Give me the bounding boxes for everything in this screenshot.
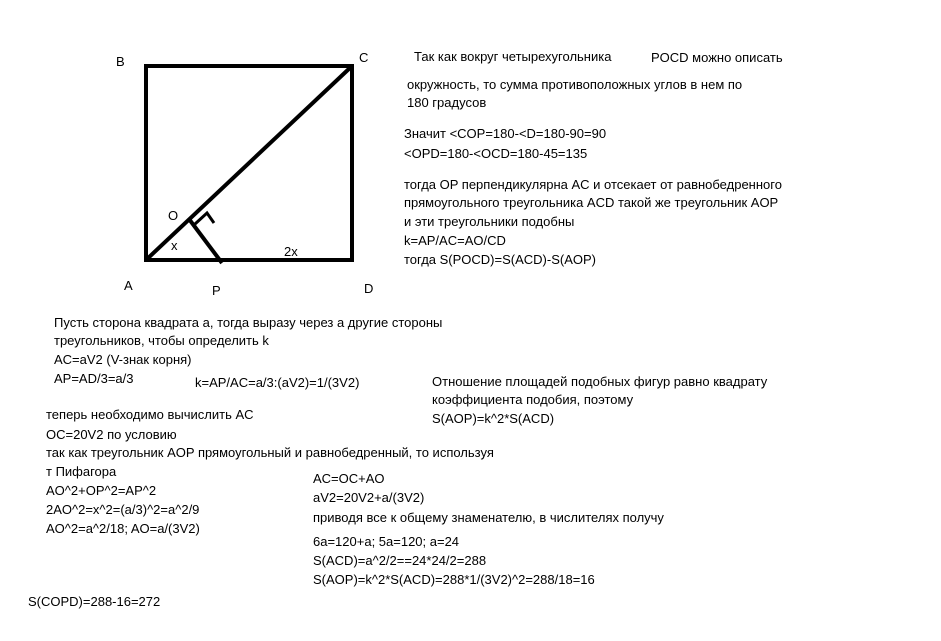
center-calc-line-4: 6a=120+a; 5a=120; a=24 [313, 534, 460, 549]
center-calc-line-6: S(AOP)=k^2*S(ACD)=288*1/(3V2)^2=288/18=16 [313, 572, 595, 587]
label-p: P [212, 283, 221, 298]
center-calc-line-1: AC=OC+AO [313, 471, 385, 486]
center-calc-line-3: приводя все к общему знаменателю, в числителях получу [313, 510, 664, 525]
right-note-line-4: Значит <COP=180-<D=180-90=90 [404, 126, 607, 141]
label-a: A [124, 278, 133, 293]
diagonal-ac [146, 66, 352, 260]
ratio-note-line-3: S(AOP)=k^2*S(ACD) [432, 411, 555, 426]
right-note-line-7: прямоугольного треугольника ACD такой же треугольник AOP [404, 195, 779, 210]
right-note-line-3: 180 градусов [407, 95, 487, 110]
right-note-line-1a: Так как вокруг четырехугольника [414, 49, 612, 64]
right-note-line-1b: POCD можно описать [651, 50, 783, 65]
right-note-line-5: <OPD=180-<OCD=180-45=135 [404, 146, 588, 161]
left-calc-line-5: AO^2+OP^2=AP^2 [46, 483, 157, 498]
right-note-line-6: тогда OP перпендикулярна AC и отсекает от равнобедренного [404, 177, 782, 192]
label-x: x [171, 238, 178, 253]
segment-op [189, 219, 222, 263]
label-b: B [116, 54, 125, 69]
right-note-line-2: окружность, то сумма противоположных углов в нем по [407, 77, 743, 92]
right-angle-mark [195, 213, 214, 224]
right-note-line-10: тогда S(POCD)=S(ACD)-S(AOP) [404, 252, 596, 267]
left-calc-line-6: 2AO^2=x^2=(a/3)^2=a^2/9 [46, 502, 200, 517]
label-c: C [359, 50, 369, 65]
right-note-line-8: и эти треугольники подобны [404, 214, 575, 229]
left-calc-line-1: теперь необходимо вычислить AC [46, 407, 254, 422]
center-calc-line-5: S(ACD)=a^2/2==24*24/2=288 [313, 553, 487, 568]
label-o: O [168, 208, 179, 223]
ratio-note-line-1: Отношение площадей подобных фигур равно квадрату [432, 374, 768, 389]
mid-left-line-3: AC=aV2 (V-знак корня) [54, 352, 192, 367]
ratio-note-line-2: коэффициента подобия, поэтому [432, 392, 634, 407]
left-calc-line-2: OC=20V2 по условию [46, 427, 177, 442]
mid-left-line-1: Пусть сторона квадрата a, тогда выразу через a другие стороны [54, 315, 443, 330]
mid-left-line-2: треугольников, чтобы определить k [54, 333, 269, 348]
left-calc-line-4: т Пифагора [46, 464, 117, 479]
k-formula: k=AP/AC=a/3:(aV2)=1/(3V2) [195, 375, 360, 390]
label-2x: 2x [284, 244, 298, 259]
right-note-line-9: k=AP/AC=AO/CD [404, 233, 506, 248]
center-calc-line-2: aV2=20V2+a/(3V2) [313, 490, 425, 505]
left-calc-line-7: AO^2=a^2/18; AO=a/(3V2) [46, 521, 200, 536]
final-answer: S(COPD)=288-16=272 [28, 594, 161, 609]
label-d: D [364, 281, 374, 296]
left-calc-line-3: так как треугольник AOP прямоугольный и равнобедренный, то используя [46, 445, 494, 460]
mid-left-line-4: AP=AD/3=a/3 [54, 371, 134, 386]
